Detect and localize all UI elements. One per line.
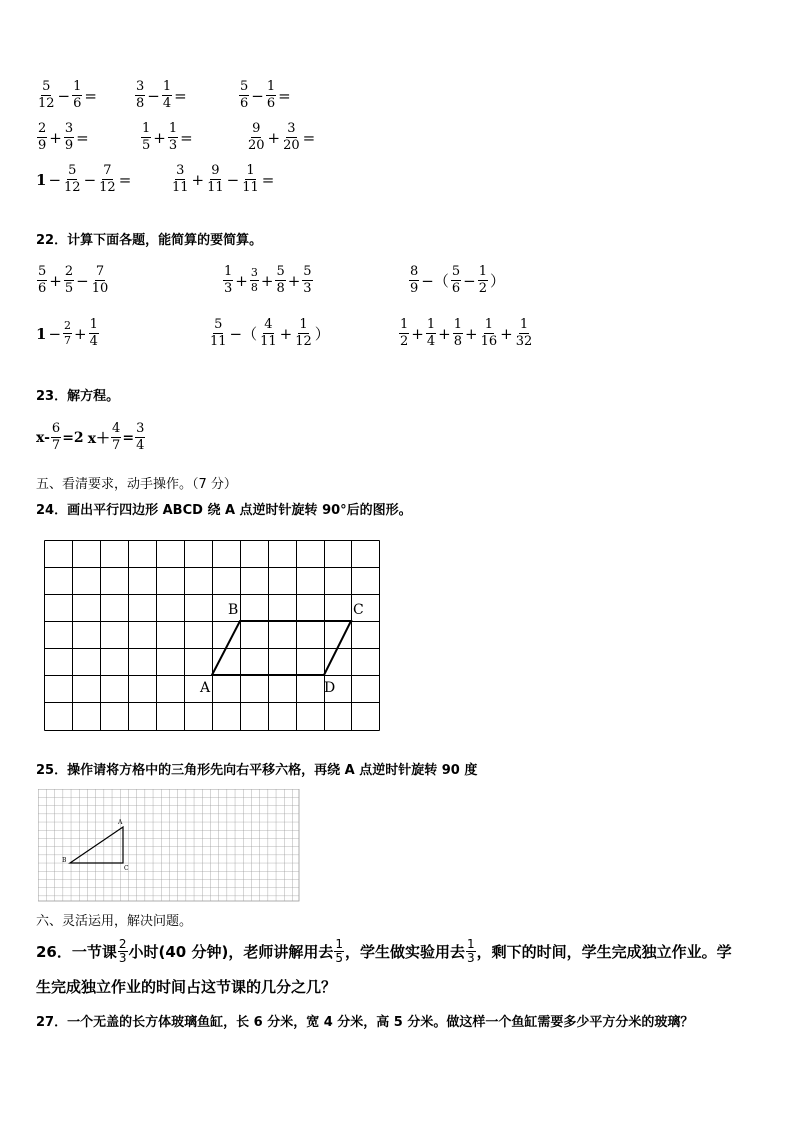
q22-expr-1: $\frac{5}{6}$ + $\frac{2}{5}$ − $\frac{7}{10}$ <box>38 264 109 296</box>
calc-3-1: 1 − $\frac{5}{12}$ − $\frac{7}{12}$ = <box>36 163 132 195</box>
q22-expr-5: $\frac{5}{11}$ −（ $\frac{4}{11}$ + $\frac{1}{12}$ ） <box>210 317 330 349</box>
label-a: A <box>200 680 211 696</box>
question-26-line1: 26．一节课 2 3 小时(40 分钟)，老师讲解用去 1 5 ，学生做实验用去 1 3 ，剩下的时间，学生完成独立作业。学 <box>36 937 732 965</box>
label-a: A <box>118 819 123 826</box>
calc-1-3: $\frac{5}{6}$ − $\frac{1}{6}$ = <box>240 79 291 111</box>
question-24-title: 24．画出平行四边形 ABCD 绕 A 点逆时针旋转 90°后的图形。 <box>36 503 412 518</box>
question-26-line2: 生完成独立作业的时间占这节课的几分之几？ <box>36 978 337 996</box>
section-5-title: 五、看清要求，动手操作。（7 分） <box>36 477 237 492</box>
section-6-title: 六、灵活运用，解决问题。 <box>36 914 193 929</box>
label-c: C <box>124 865 129 872</box>
fraction: $\frac{1}{4}$ <box>162 79 172 111</box>
calc-3-2: $\frac{3}{11}$ + $\frac{9}{11}$ − $\frac{1}{11}$ = <box>172 163 275 195</box>
fraction: $\frac{1}{6}$ <box>73 79 82 111</box>
fraction: $\frac{3}{8}$ <box>136 79 145 111</box>
eq1-tail: =2 <box>62 429 84 446</box>
q23-equations: x- $\frac{6}{7}$ =2 x＋ $\frac{4}{7}$ = $\frac{3}{4}$ <box>36 421 145 453</box>
grid-lines <box>45 541 380 731</box>
fraction: $\frac{5}{6}$ <box>240 79 249 111</box>
q25-grid <box>38 789 300 902</box>
calc-1-1: $\frac{5}{12}$ − $\frac{1}{6}$ = <box>38 79 97 111</box>
question-25-title: 25．操作请将方格中的三角形先向右平移六格，再绕 A 点逆时针旋转 90 度 <box>36 763 478 778</box>
q22-expr-3: $\frac{8}{9}$ −（ $\frac{5}{6}$ − $\frac{1}{2}$ ） <box>410 264 506 296</box>
label-c: C <box>353 602 364 618</box>
question-27-title: 27．一个无盖的长方体玻璃鱼缸，长 6 分米，宽 4 分米，高 5 分米。做这样一个鱼缸需要多少平方分米的玻璃？ <box>36 1015 694 1030</box>
label-b: B <box>62 857 67 864</box>
calc-2-2: $\frac{1}{5}$ + $\frac{1}{3}$ = <box>142 121 193 153</box>
question-23-title: 23．解方程。 <box>36 389 120 404</box>
fraction: $\frac{5}{12}$ <box>38 79 55 111</box>
calc-2-3: $\frac{9}{20}$ + $\frac{3}{20}$ = <box>248 121 316 153</box>
fraction: $\frac{1}{6}$ <box>266 79 276 111</box>
calc-1-2: $\frac{3}{8}$ − $\frac{1}{4}$ = <box>136 79 187 111</box>
label-b: B <box>228 602 239 618</box>
eq2-tail: = <box>122 429 135 446</box>
q22-expr-4: 1 − $\frac{2}{7}$ + $\frac{1}{4}$ <box>36 317 98 349</box>
q24-grid <box>44 540 380 732</box>
label-d: D <box>324 680 336 696</box>
q22-expr-6: $\frac{1}{2}$ + $\frac{1}{4}$ + $\frac{1}{8}$ + $\frac{1}{16}$ + $\frac{1}{32}$ <box>400 317 533 349</box>
question-22-title: 22．计算下面各题，能简算的要简算。 <box>36 233 263 248</box>
q22-expr-2: $\frac{1}{3}$ + $\frac{3}{8}$ + $\frac{5}{8}$ + $\frac{5}{3}$ <box>224 264 312 296</box>
calc-2-1: $\frac{2}{9}$ + $\frac{3}{9}$ = <box>38 121 89 153</box>
